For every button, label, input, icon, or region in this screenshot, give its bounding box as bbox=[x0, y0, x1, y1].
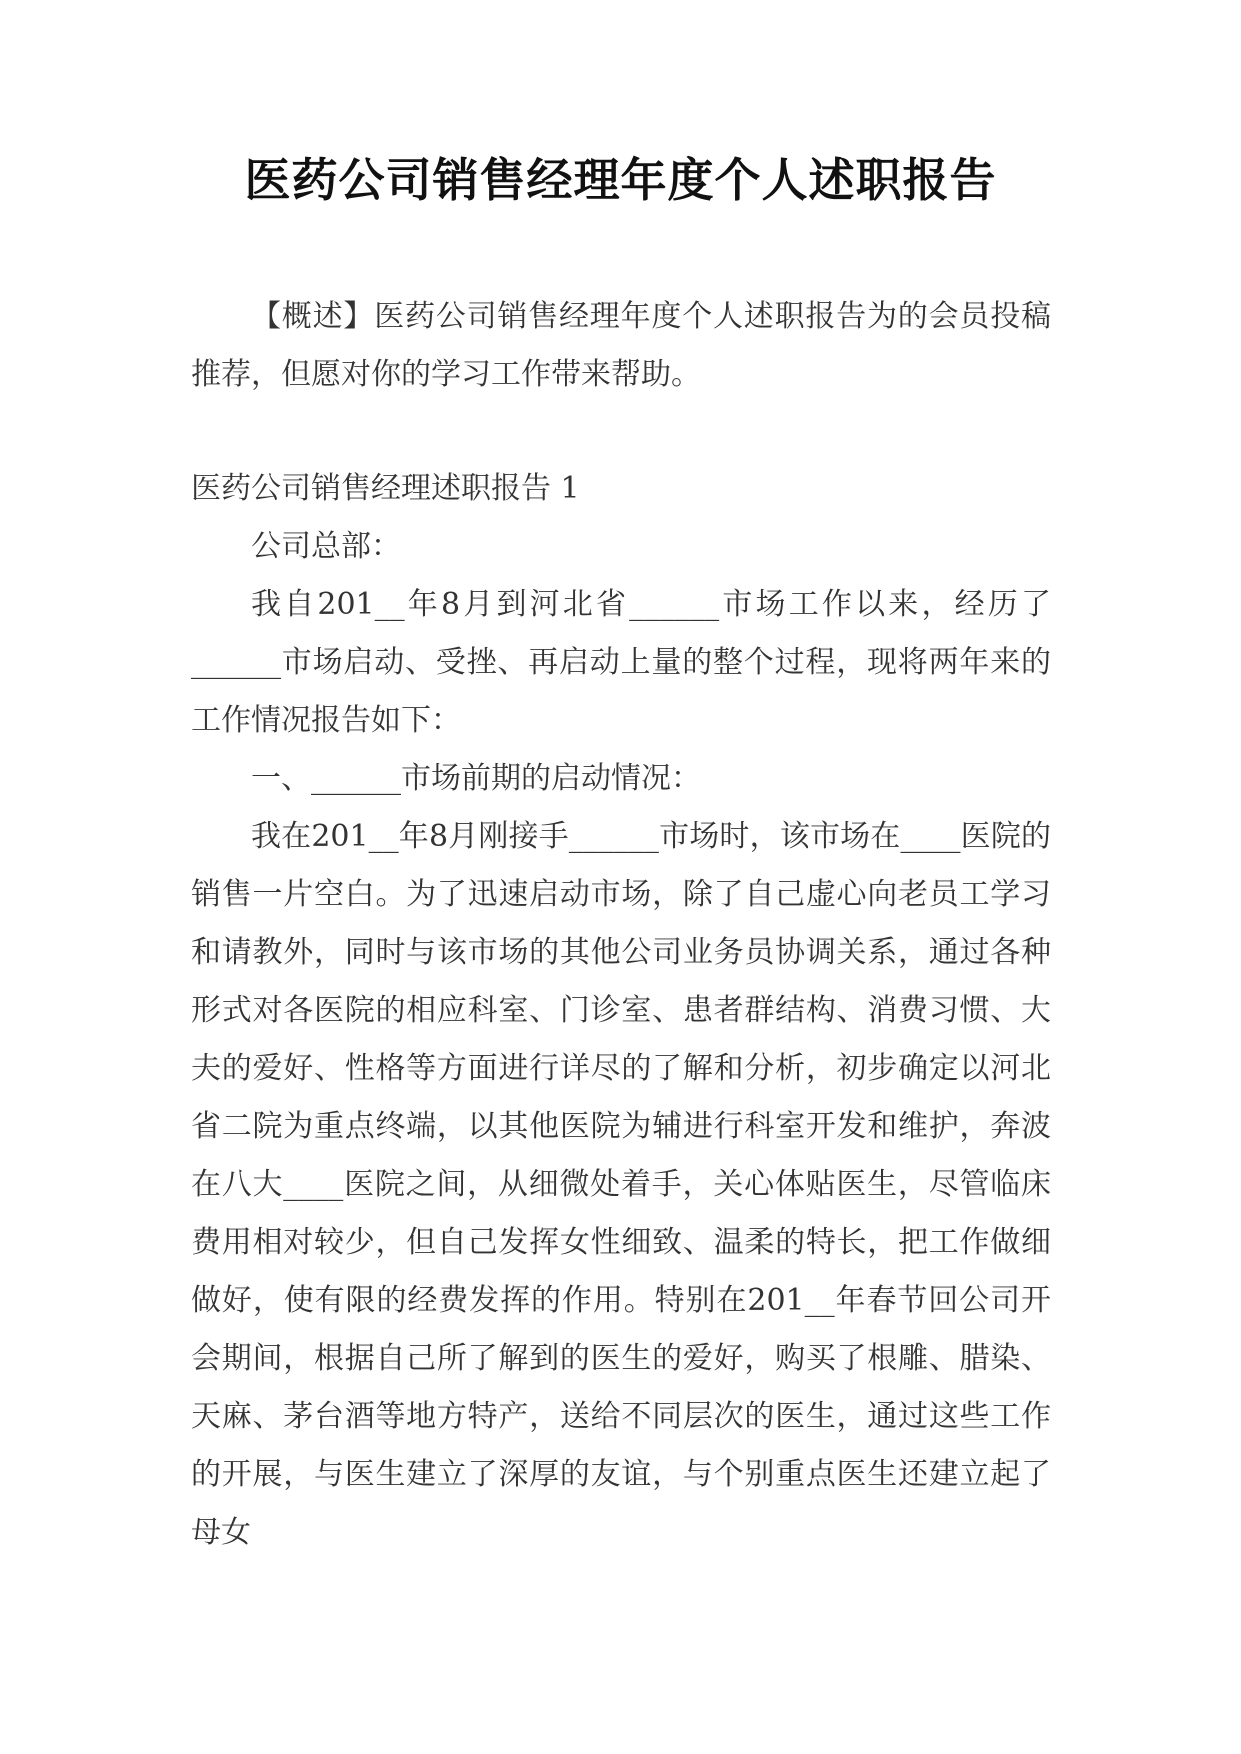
document-title: 医药公司销售经理年度个人述职报告 bbox=[244, 153, 997, 207]
report-body bbox=[191, 460, 1051, 1562]
salutation: 公司总部： bbox=[251, 529, 401, 564]
section-heading: 医药公司销售经理述职报告 1 bbox=[191, 471, 580, 506]
body-paragraph: 一、______市场前期的启动情况： bbox=[251, 761, 701, 796]
body-paragraph: 我在201__年8月刚接手______市场时，该市场在____医院的销售一片空白。为了迅速启动市场，除了自己虚心向老员工学习和请教外，同时与该市场的其他公司业务员协调关系，通过各种形式对各医院的相应科室、门诊室、患者群结构、消费习惯、大夫的爱好、性格等方面进行详尽的了解和分析，初步确定以河北省二院为重点终端，以其他医院为辅进行科室开发和维护，奔波在八大____医院之间，从细微处着手，关心体贴医生，尽管临床费用相对较少，但自己发挥女性细致、温柔的特长，把工作做细做好，使有限的经费发挥的作用。特别在201__年春节回公司开会期间，根据自己所了解到的医生的爱好，购买了根雕、腊染、天麻、茅台酒等地方特产，送给不同层次的医生，通过这些工作的开展，与医生建立了深厚的友谊，与个别重点医生还建立起了母女 bbox=[191, 819, 1051, 1550]
summary-block bbox=[191, 288, 1051, 404]
body-paragraph: 我自201__年8月到河北省______市场工作以来，经历了______市场启动、受挫、再启动上量的整个过程，现将两年来的工作情况报告如下： bbox=[191, 587, 1051, 738]
summary-paragraph: 【概述】医药公司销售经理年度个人述职报告为的会员投稿推荐，但愿对你的学习工作带来帮助。 bbox=[191, 299, 1051, 392]
